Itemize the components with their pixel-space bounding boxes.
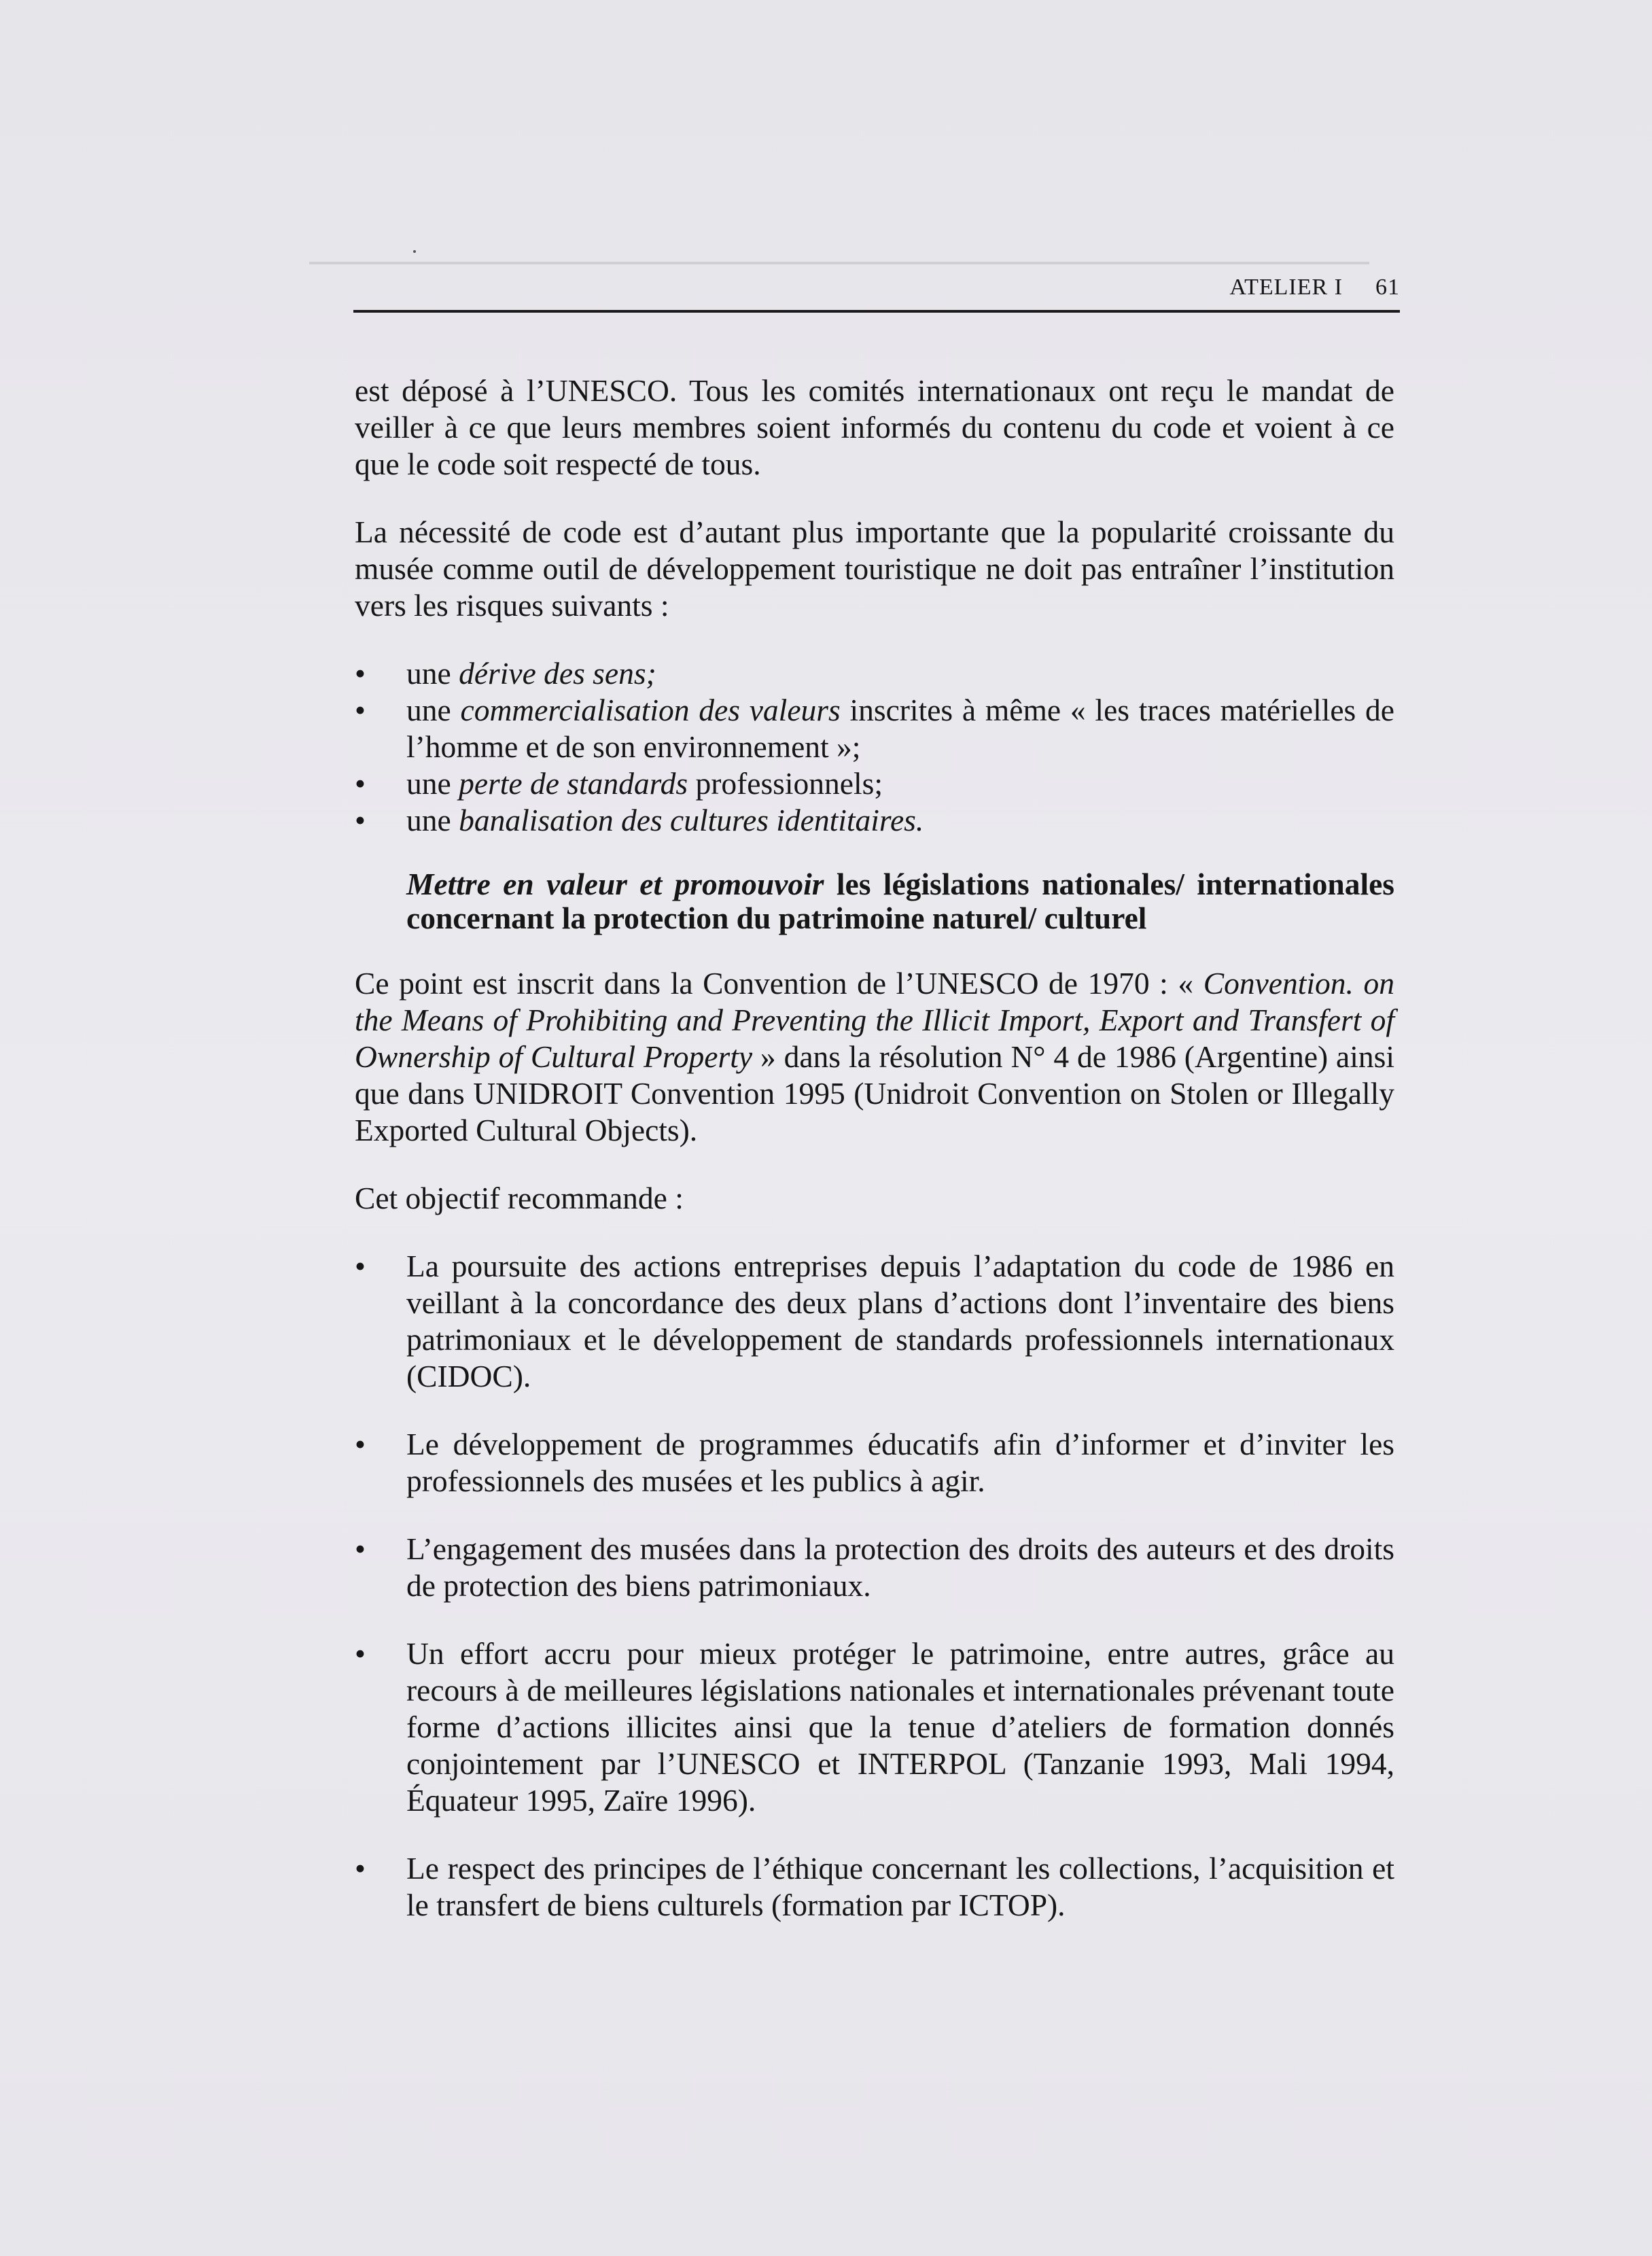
risk-emphasis: dérive des sens; [459, 656, 656, 691]
section-heading-text: les législations nationales/ internationales concernant la protection du patrimoine naturel/ culturel [406, 867, 1394, 935]
recommendation-list [355, 1248, 1394, 1924]
recommendation-item: • L’engagement des musées dans la protection des droits des auteurs et des droits de protection des biens patrimoniaux. [355, 1531, 1394, 1604]
page-body [355, 372, 1394, 1955]
section-heading-emphasis: Mettre en valeur et promouvoir [406, 867, 824, 901]
risk-item: • une banalisation des cultures identitaires. [355, 802, 1394, 839]
recommendation-item: • Le respect des principes de l’éthique concernant les collections, l’acquisition et le transfert de biens culturels (formation par ICTOP). [355, 1850, 1394, 1924]
convention-title: Convention. on the Means of Prohibiting and Preventing the Illicit Import, Export and Transfert of Ownership of Cultural Property [355, 966, 1394, 1074]
running-header-text [1229, 275, 1400, 300]
running-title: ATELIER I [1229, 275, 1343, 300]
paragraph-objective: Cet objectif recommande : [355, 1181, 684, 1215]
risk-item: • une perte de standards professionnels; [355, 765, 1394, 802]
risk-item: • une commercialisation des valeurs inscrites à même « les traces matérielles de l’homme et de son environnement »; [355, 692, 1394, 765]
bleed-through-rule [309, 262, 1369, 264]
paragraph-continuation: est déposé à l’UNESCO. Tous les comités internationaux ont reçu le mandat de veiller à ce que leurs membres soient informés du contenu du code et voient à ce que le code soit respecté de tous. [355, 373, 1394, 481]
page-number: 61 [1375, 275, 1400, 300]
risk-item: • une dérive des sens; [355, 655, 1394, 692]
header-rule [353, 310, 1400, 313]
recommendation-item: • La poursuite des actions entreprises depuis l’adaptation du code de 1986 en veillant à la concordance des deux plans d’actions dont l’inventaire des biens patrimoniaux et le développement de standards professionnels internationaux (CIDOC). [355, 1248, 1394, 1395]
recommendation-item: • Un effort accru pour mieux protéger le patrimoine, entre autres, grâce au recours à de meilleures législations nationales et internationales prévenant toute forme d’actions illicites ainsi que la tenue d’ateliers de formation donnés conjointement par l’UNESCO et INTERPOL (Tanzanie 1993, Mali 1994, Équateur 1995, Zaïre 1996). [355, 1635, 1394, 1819]
speck-mark [413, 250, 416, 253]
risk-emphasis: commercialisation des valeurs [460, 693, 841, 727]
recommendation-item: • Le développement de programmes éducatifs afin d’informer et d’inviter les professionnels des musées et les publics à agir. [355, 1426, 1394, 1499]
risk-list [355, 655, 1394, 839]
risk-emphasis: banalisation des cultures identitaires. [459, 803, 924, 837]
paragraph-convention: Ce point est inscrit dans la Convention de l’UNESCO de 1970 : « Convention. on the Means of Prohibiting and Preventing the Illicit Import, Export and Transfert of Ownership of Cultural Property » dans la résolution N° 4 de 1986 (Argentine) ainsi que dans UNIDROIT Convention 1995 (Unidroit Convention on Stolen or Illegally Exported Cultural Objects). [355, 966, 1394, 1147]
running-header [353, 275, 1400, 315]
risk-emphasis: perte de standards [459, 766, 688, 801]
paragraph-necessity: La nécessité de code est d’autant plus importante que la popularité croissante du musée comme outil de développement touristique ne doit pas entraîner l’institution vers les risques suivants : [355, 515, 1394, 623]
section-heading [355, 867, 1394, 935]
